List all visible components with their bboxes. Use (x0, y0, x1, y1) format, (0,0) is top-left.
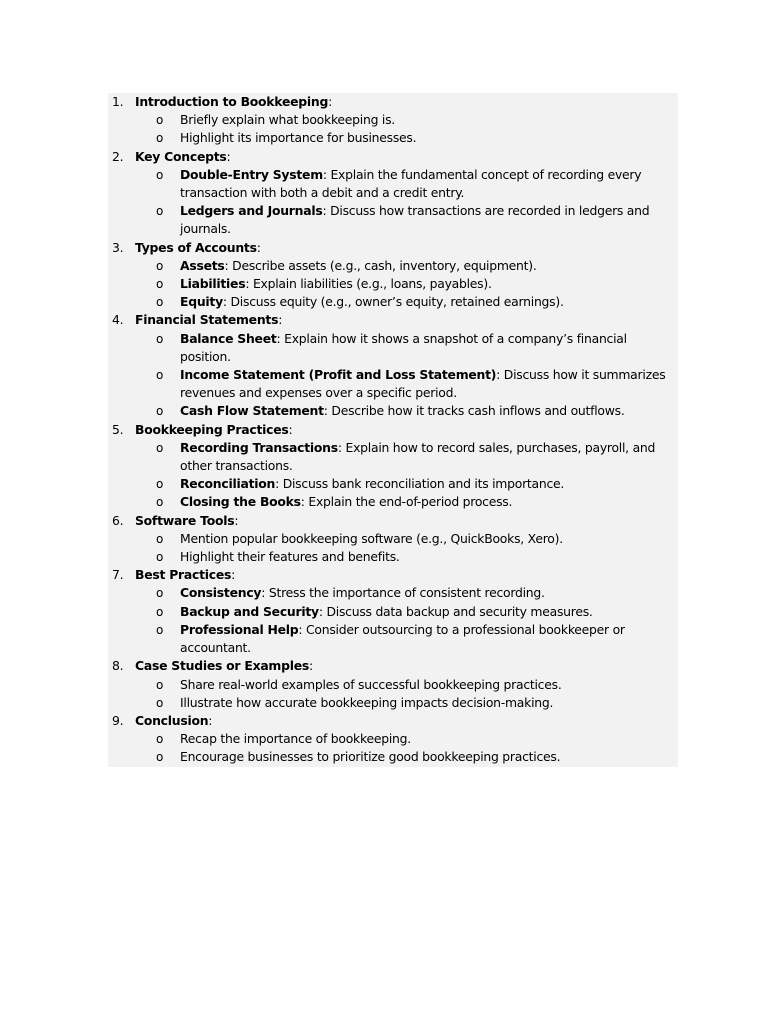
item-title: Software Tools (135, 512, 235, 528)
subitem-bold: Assets (180, 257, 225, 273)
bullet-icon: o (156, 586, 164, 601)
subitem (108, 475, 678, 493)
bullet-icon: o (156, 258, 164, 273)
subitem-text: : Explain liabilities (e.g., loans, payables). (245, 276, 492, 292)
item-number: 5. (112, 421, 124, 437)
outline-item (108, 566, 678, 584)
subitem-bold: Income Statement (Profit and Loss Statement) (180, 367, 497, 383)
bullet-icon: o (156, 677, 164, 692)
title-colon: : (309, 658, 313, 674)
subitem-text: : Describe how it tracks cash inflows and outflows. (323, 403, 625, 419)
bullet-icon: o (156, 750, 164, 765)
subitem-text: : Explain how to record sales, purchases, payroll, and other transactions. (180, 439, 656, 474)
title-colon: : (234, 512, 239, 528)
bullet-icon: o (156, 167, 164, 182)
subitem-text: : Discuss data backup and security measures. (318, 603, 593, 619)
title-colon: : (288, 421, 293, 437)
title-colon: : (328, 94, 332, 109)
bullet-icon: o (156, 440, 164, 455)
subitem-text: : Describe assets (e.g., cash, inventory, equipment). (224, 257, 537, 273)
item-number: 1. (112, 94, 124, 109)
subitem-bold: Recording Transactions (180, 439, 338, 455)
subitem-text: : Consider outsourcing to a professional bookkeeper or accountant. (180, 621, 625, 656)
subitem-text: Encourage businesses to prioritize good bookkeeping practices. (180, 749, 561, 765)
bullet-icon: o (156, 550, 164, 565)
subitem (108, 402, 678, 420)
subitem-bold: Equity (180, 294, 223, 310)
subitem-text: : Explain how it shows a snapshot of a company’s financial position. (180, 330, 627, 364)
outline-item (108, 311, 678, 329)
subitem-bold: Balance Sheet (180, 330, 277, 346)
bullet-icon: o (156, 204, 164, 219)
subitem-text: Briefly explain what bookkeeping is. (180, 112, 395, 128)
bullet-icon: o (156, 622, 164, 637)
title-colon: : (278, 312, 283, 328)
subitem (108, 548, 678, 566)
subitem (108, 202, 678, 238)
subitem-bold: Double-Entry System (180, 166, 323, 182)
title-colon: : (231, 567, 236, 583)
item-title: Bookkeeping Practices (135, 421, 289, 437)
subitem (108, 748, 678, 766)
subitem-bold: Liabilities (180, 276, 246, 292)
subitem-bold: Professional Help (180, 621, 299, 637)
subitem-bold: Closing the Books (180, 494, 301, 510)
item-title: Conclusion (135, 712, 209, 728)
item-title: Case Studies or Examples (135, 658, 309, 674)
subitem (108, 621, 678, 657)
subitem (108, 493, 678, 511)
subitem-text: : Stress the importance of consistent recording. (261, 585, 545, 601)
subitem (108, 366, 678, 402)
subitem (108, 330, 678, 366)
outline-item (108, 148, 678, 166)
subitem (108, 293, 678, 311)
bullet-icon: o (156, 732, 164, 747)
subitem-text: : Discuss equity (e.g., owner’s equity, retained earnings). (222, 294, 564, 310)
bullet-icon: o (156, 113, 164, 128)
outline-item (108, 93, 678, 111)
subitem-text: Illustrate how accurate bookkeeping impacts decision-making. (180, 694, 554, 710)
subitem-text: : Discuss bank reconciliation and its importance. (275, 476, 565, 492)
bullet-icon: o (156, 331, 164, 346)
subitem-bold: Consistency (180, 585, 262, 601)
outline-item (108, 239, 678, 257)
item-title: Introduction to Bookkeeping (135, 94, 329, 109)
bullet-icon: o (156, 695, 164, 710)
subitem-text: Recap the importance of bookkeeping. (180, 731, 411, 747)
subitem-text: Highlight their features and benefits. (180, 549, 400, 565)
subitem-text: Mention popular bookkeeping software (e.g., QuickBooks, Xero). (180, 530, 563, 546)
bullet-icon: o (156, 295, 164, 310)
subitem (108, 694, 678, 712)
subitem-bold: Cash Flow Statement (180, 403, 324, 419)
item-title: Types of Accounts (135, 239, 257, 255)
bullet-icon: o (156, 368, 164, 383)
subitem-text: : Explain the end-of-period process. (300, 494, 513, 510)
subitem (108, 111, 678, 129)
subitem (108, 730, 678, 748)
item-number: 6. (112, 512, 124, 528)
bookkeeping-outline (108, 93, 678, 767)
subitem (108, 584, 678, 602)
subitem (108, 439, 678, 475)
outline-item (108, 657, 678, 675)
item-number: 7. (112, 567, 124, 583)
title-colon: : (226, 148, 231, 164)
subitem-text: Share real-world examples of successful bookkeeping practices. (180, 676, 562, 692)
item-number: 4. (112, 312, 124, 328)
outline-item (108, 512, 678, 530)
item-title: Best Practices (135, 567, 232, 583)
subitem-text: Highlight its importance for businesses. (180, 130, 417, 146)
subitem (108, 603, 678, 621)
subitem-bold: Ledgers and Journals (180, 203, 323, 219)
item-number: 2. (112, 148, 124, 164)
outline-item (108, 712, 678, 730)
subitem (108, 275, 678, 293)
item-title: Key Concepts (135, 148, 227, 164)
subitem-bold: Backup and Security (180, 603, 319, 619)
bullet-icon: o (156, 477, 164, 492)
bullet-icon: o (156, 495, 164, 510)
bullet-icon: o (156, 277, 164, 292)
subitem-text: : Discuss how transactions are recorded in ledgers and journals. (180, 203, 650, 237)
item-number: 8. (112, 658, 124, 674)
subitem (108, 257, 678, 275)
item-number: 3. (112, 239, 124, 255)
bullet-icon: o (156, 604, 164, 619)
outline-item (108, 421, 678, 439)
item-title: Financial Statements (135, 312, 279, 328)
item-number: 9. (112, 712, 124, 728)
bullet-icon: o (156, 404, 164, 419)
subitem-text: : Discuss how it summarizes revenues and expenses over a specific period. (180, 367, 666, 401)
subitem (108, 166, 678, 202)
subitem (108, 530, 678, 548)
subitem-bold: Reconciliation (180, 476, 276, 492)
subitem (108, 129, 678, 147)
bullet-icon: o (156, 131, 164, 146)
title-colon: : (256, 239, 261, 255)
bullet-icon: o (156, 531, 164, 546)
title-colon: : (208, 712, 213, 728)
subitem-text: : Explain the fundamental concept of recording every transaction with both a debit and a credit entry. (180, 166, 642, 201)
subitem (108, 676, 678, 694)
